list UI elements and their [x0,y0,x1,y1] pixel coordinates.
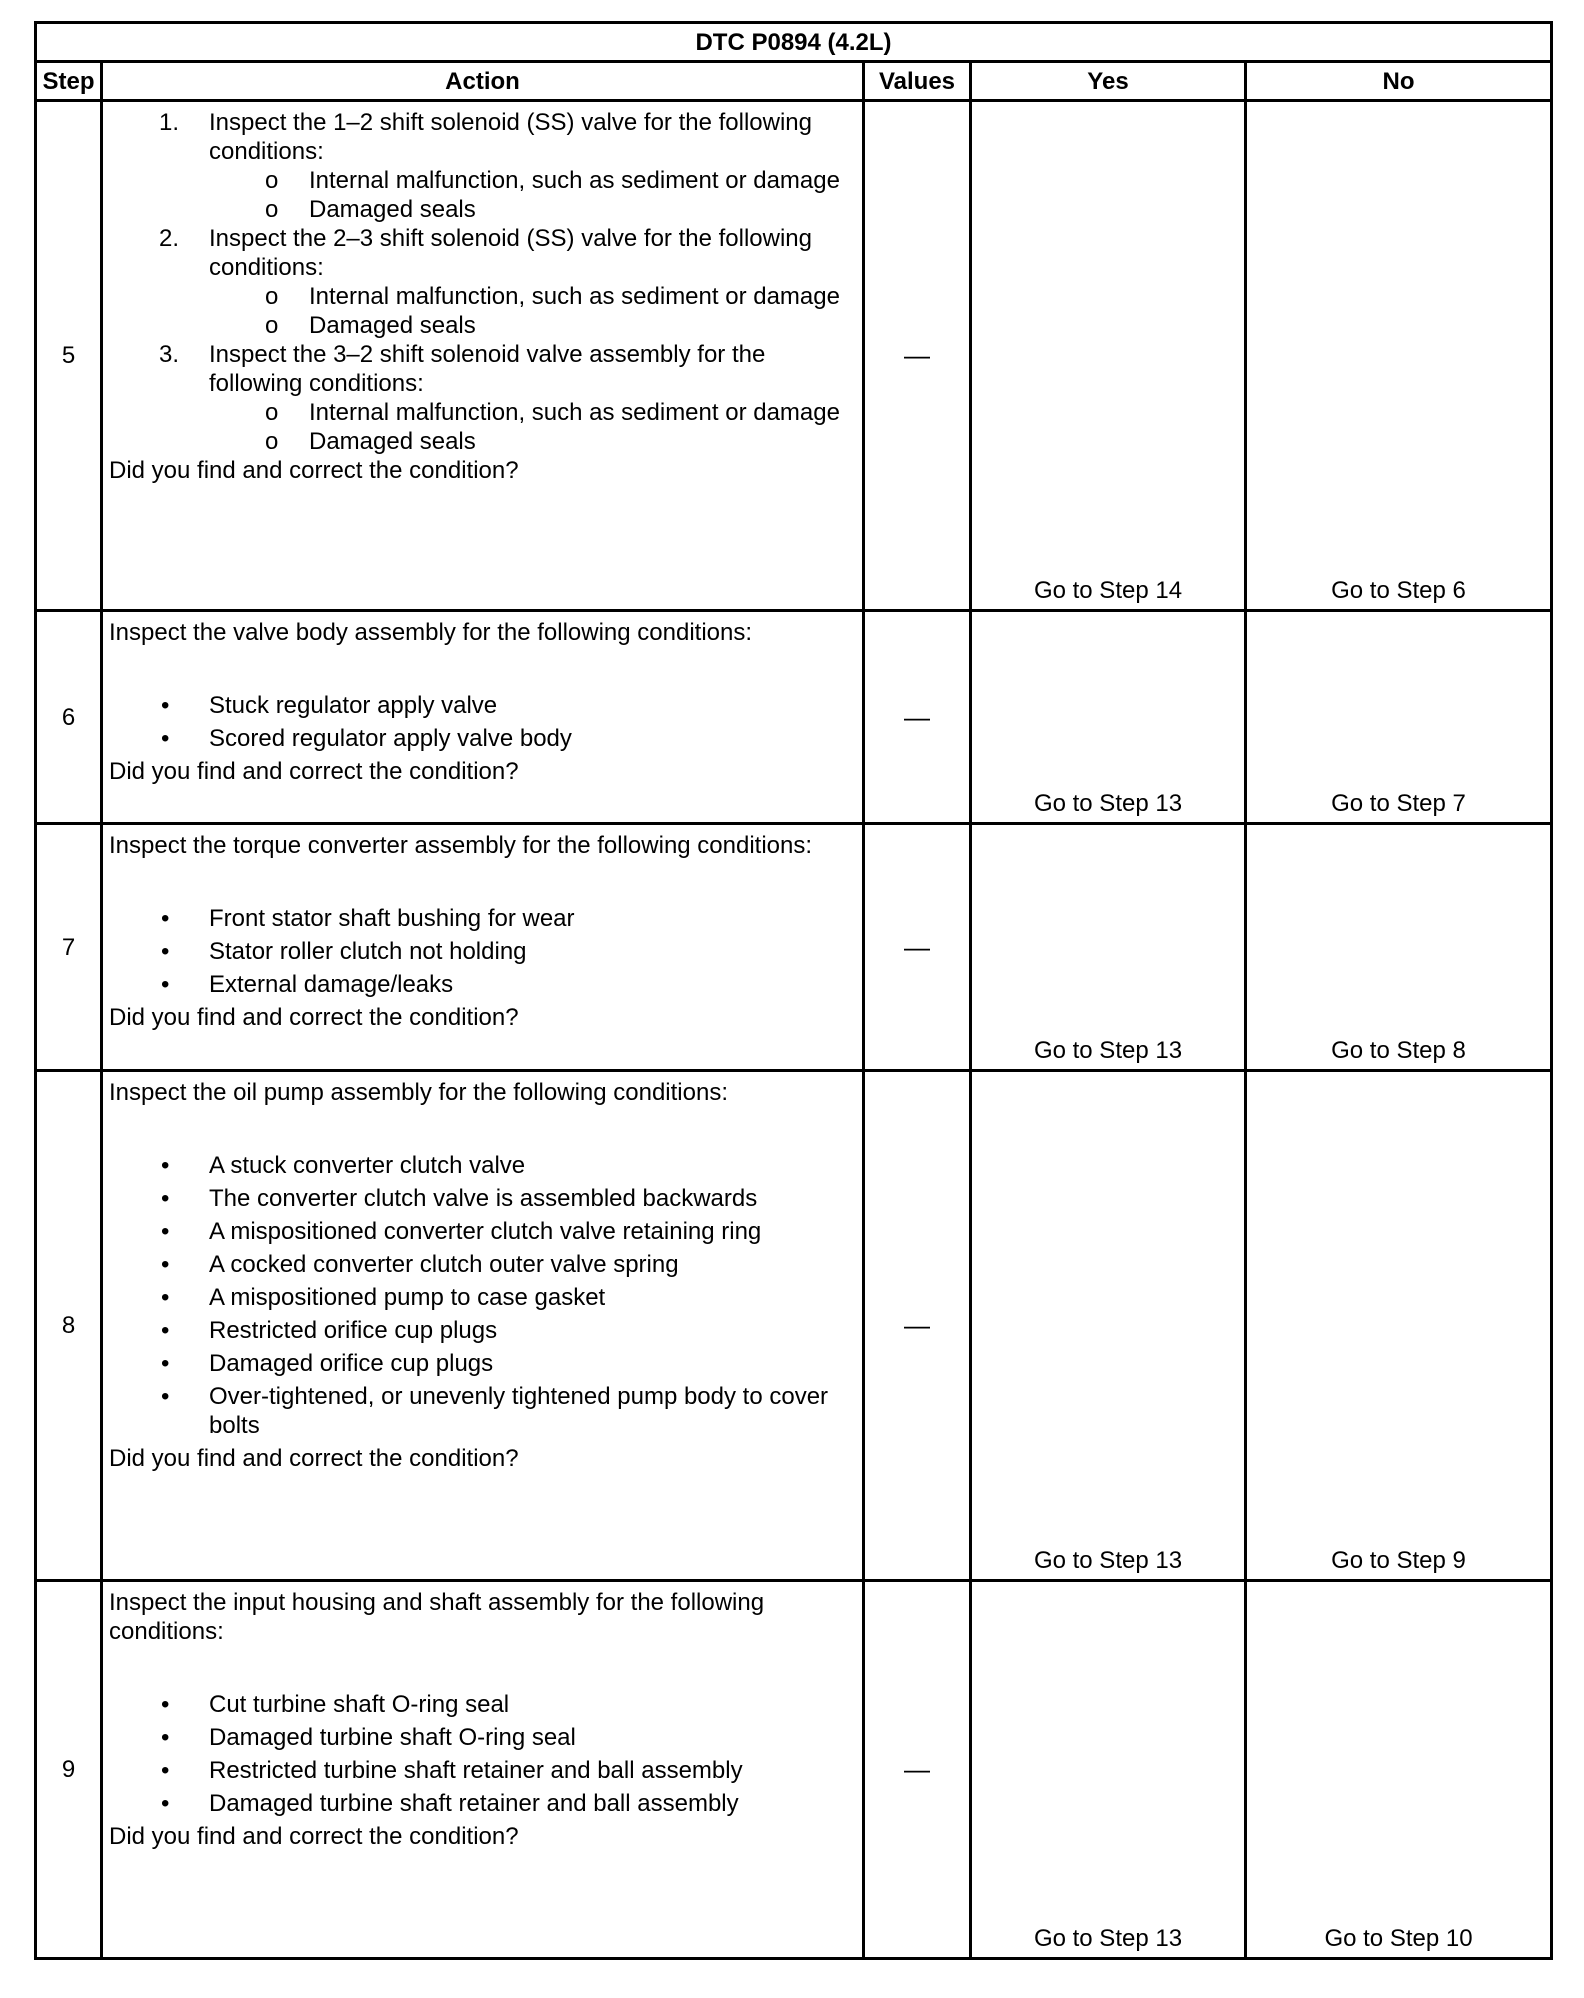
action-cell [102,1071,864,1581]
list-item: • Over-tightened, or unevenly tightened pump body to cover bolts [161,1383,829,1439]
no-result: Go to Step 10 [1246,1581,1552,1959]
list-item: • A mispositioned pump to case gasket [161,1284,606,1311]
bullet-icon: • [161,1284,170,1311]
no-result: Go to Step 6 [1246,101,1552,611]
bullet-list [109,1690,854,1822]
table-row [36,611,1552,824]
yes-result: Go to Step 13 [971,611,1246,824]
action-cell [102,1581,864,1959]
bullet-icon: • [161,1757,170,1784]
bullet-icon: • [161,938,170,965]
values-dash: — [864,824,971,1071]
header-step: Step [36,62,102,101]
list-item: • Stuck regulator apply valve [161,692,498,719]
intro-text: Inspect the valve body assembly for the following conditions: [109,619,753,646]
list-item [109,108,854,224]
list-item: • A mispositioned converter clutch valve retaining ring [161,1218,762,1245]
values-dash: — [864,1581,971,1959]
table-row [36,824,1552,1071]
values-dash: — [864,101,971,611]
step-number: 8 [36,1071,102,1581]
list-item: • Restricted turbine shaft retainer and ball assembly [161,1757,743,1784]
bullet-icon: • [161,692,170,719]
list-item: • Restricted orifice cup plugs [161,1317,498,1344]
circle-bullet-icon: o [265,428,279,455]
values-dash: — [864,1071,971,1581]
circle-bullet-icon: o [265,312,279,339]
title-row [36,23,1552,62]
intro-text: Inspect the input housing and shaft assembly for the following conditions: [109,1589,765,1645]
bullet-icon: • [161,1152,170,1179]
bullet-list [109,1151,854,1444]
list-item: • External damage/leaks [161,971,454,998]
yes-result: Go to Step 13 [971,824,1246,1071]
item-number: 2. [159,225,180,252]
header-yes: Yes [971,62,1246,101]
sub-item: o Internal malfunction, such as sediment or damage [265,167,840,194]
question-text: Did you find and correct the condition? [109,1004,519,1031]
no-result: Go to Step 7 [1246,611,1552,824]
circle-bullet-icon: o [265,283,279,310]
sub-item: o Damaged seals [265,312,476,339]
item-number: 1. [159,109,180,136]
table-row [36,101,1552,611]
bullet-icon: • [161,905,170,932]
numbered-list [109,108,854,456]
list-item: • A stuck converter clutch valve [161,1152,526,1179]
table-row [36,1071,1552,1581]
bullet-icon: • [161,971,170,998]
bullet-icon: • [161,1317,170,1344]
sub-item: o Internal malfunction, such as sediment or damage [265,399,840,426]
action-cell [102,101,864,611]
header-action: Action [102,62,864,101]
no-result: Go to Step 9 [1246,1071,1552,1581]
list-item: • Damaged turbine shaft retainer and ball assembly [161,1790,739,1817]
item-text: Inspect the 1–2 shift solenoid (SS) valve for the following conditions: [209,109,812,165]
bullet-icon: • [161,1790,170,1817]
list-item: • Stator roller clutch not holding [161,938,527,965]
action-cell [102,824,864,1071]
action-cell [102,611,864,824]
list-item [109,224,854,340]
list-item: • The converter clutch valve is assembled backwards [161,1185,758,1212]
bullet-icon: • [161,1251,170,1278]
item-text: Inspect the 2–3 shift solenoid (SS) valve for the following conditions: [209,225,812,281]
intro-text: Inspect the oil pump assembly for the following conditions: [109,1079,728,1106]
list-item: • A cocked converter clutch outer valve spring [161,1251,679,1278]
header-row [36,62,1552,101]
sub-item: o Damaged seals [265,428,476,455]
circle-bullet-icon: o [265,196,279,223]
step-number: 6 [36,611,102,824]
bullet-icon: • [161,1724,170,1751]
question-text: Did you find and correct the condition? [109,1823,519,1850]
question-text: Did you find and correct the condition? [109,758,519,785]
bullet-icon: • [161,1383,170,1410]
bullet-icon: • [161,1218,170,1245]
item-text: Inspect the 3–2 shift solenoid valve assembly for the following conditions: [209,341,766,397]
intro-text: Inspect the torque converter assembly for the following conditions: [109,832,813,859]
item-number: 3. [159,341,180,368]
values-dash: — [864,611,971,824]
table-row [36,1581,1552,1959]
yes-result: Go to Step 13 [971,1071,1246,1581]
sub-item: o Damaged seals [265,196,476,223]
circle-bullet-icon: o [265,167,279,194]
table-title: DTC P0894 (4.2L) [36,23,1552,62]
step-number: 7 [36,824,102,1071]
step-number: 5 [36,101,102,611]
list-item: • Scored regulator apply valve body [161,725,572,752]
question-text: Did you find and correct the condition? [109,457,519,484]
header-no: No [1246,62,1552,101]
step-number: 9 [36,1581,102,1959]
bullet-icon: • [161,1185,170,1212]
circle-bullet-icon: o [265,399,279,426]
bullet-icon: • [161,1691,170,1718]
bullet-list [109,691,854,757]
bullet-icon: • [161,1350,170,1377]
list-item: • Damaged orifice cup plugs [161,1350,494,1377]
no-result: Go to Step 8 [1246,824,1552,1071]
question-text: Did you find and correct the condition? [109,1445,519,1472]
bullet-list [109,904,854,1003]
list-item: • Cut turbine shaft O-ring seal [161,1691,510,1718]
list-item: • Front stator shaft bushing for wear [161,905,575,932]
bullet-icon: • [161,725,170,752]
list-item: • Damaged turbine shaft O-ring seal [161,1724,576,1751]
yes-result: Go to Step 14 [971,101,1246,611]
header-values: Values [864,62,971,101]
sub-item: o Internal malfunction, such as sediment or damage [265,283,840,310]
yes-result: Go to Step 13 [971,1581,1246,1959]
dtc-table [34,21,1553,1960]
list-item [109,340,854,456]
